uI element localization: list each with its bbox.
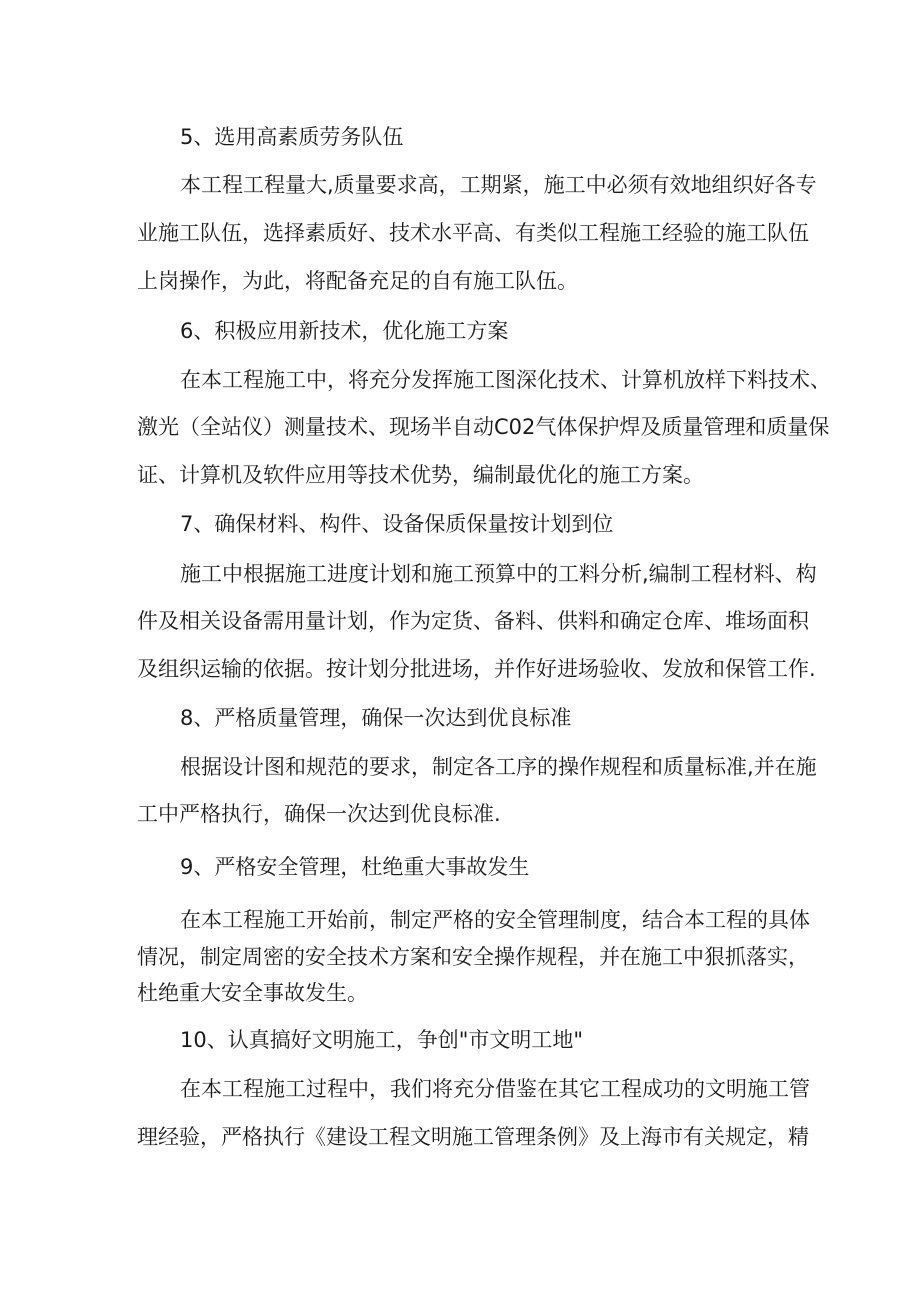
paragraph-line: 及组织运输的依据。按计划分批进场，并作好进场验收、发放和保管工作. <box>137 657 816 681</box>
paragraph-line: 理经验，严格执行《建设工程文明施工管理条例》及上海市有关规定，精 <box>137 1125 809 1149</box>
heading-9: 9、严格安全管理，杜绝重大事故发生 <box>180 855 530 879</box>
heading-5: 5、选用高素质劳务队伍 <box>180 125 404 149</box>
paragraph-line: 在本工程施工过程中，我们将充分借鉴在其它工程成功的文明施工管 <box>180 1077 810 1101</box>
paragraph-line: 证、计算机及软件应用等技术优势，编制最优化的施工方案。 <box>137 463 704 487</box>
paragraph-line: 在本工程施工开始前，制定严格的安全管理制度，结合本工程的具体 <box>180 908 810 932</box>
paragraph-line: 施工中根据施工进度计划和施工预算中的工料分析,编制工程材料、构 <box>180 562 817 586</box>
paragraph-line: 情况，制定周密的安全技术方案和安全操作规程，并在施工中狠抓落实， <box>137 945 809 969</box>
paragraph-line: 业施工队伍，选择素质好、技术水平高、有类似工程施工经验的施工队伍 <box>137 221 809 245</box>
paragraph-line: 激光（全站仪）测量技术、现场半自动C02气体保护焊及质量管理和质量保 <box>137 415 830 439</box>
heading-10: 10、认真搞好文明施工，争创"市文明工地" <box>180 1028 584 1052</box>
heading-6: 6、积极应用新技术，优化施工方案 <box>180 319 509 343</box>
paragraph-line: 在本工程施工中，将充分发挥施工图深化技术、计算机放样下料技术、 <box>180 368 831 392</box>
paragraph-line: 上岗操作，为此，将配备充足的自有施工队伍。 <box>137 269 578 293</box>
paragraph-line: 件及相关设备需用量计划，作为定货、备料、供料和确定仓库、堆场面积 <box>137 609 809 633</box>
paragraph-line: 根据设计图和规范的要求，制定各工序的操作规程和质量标准,并在施 <box>180 755 817 779</box>
paragraph-line: 工中严格执行，确保一次达到优良标准. <box>137 802 501 826</box>
paragraph-line: 本工程工程量大,质量要求高，工期紧，施工中必须有效地组织好各专 <box>180 173 817 197</box>
paragraph-line: 杜绝重大安全事故发生。 <box>137 981 368 1005</box>
heading-8: 8、严格质量管理，确保一次达到优良标准 <box>180 706 572 730</box>
heading-7: 7、确保材料、构件、设备保质保量按计划到位 <box>180 512 614 536</box>
